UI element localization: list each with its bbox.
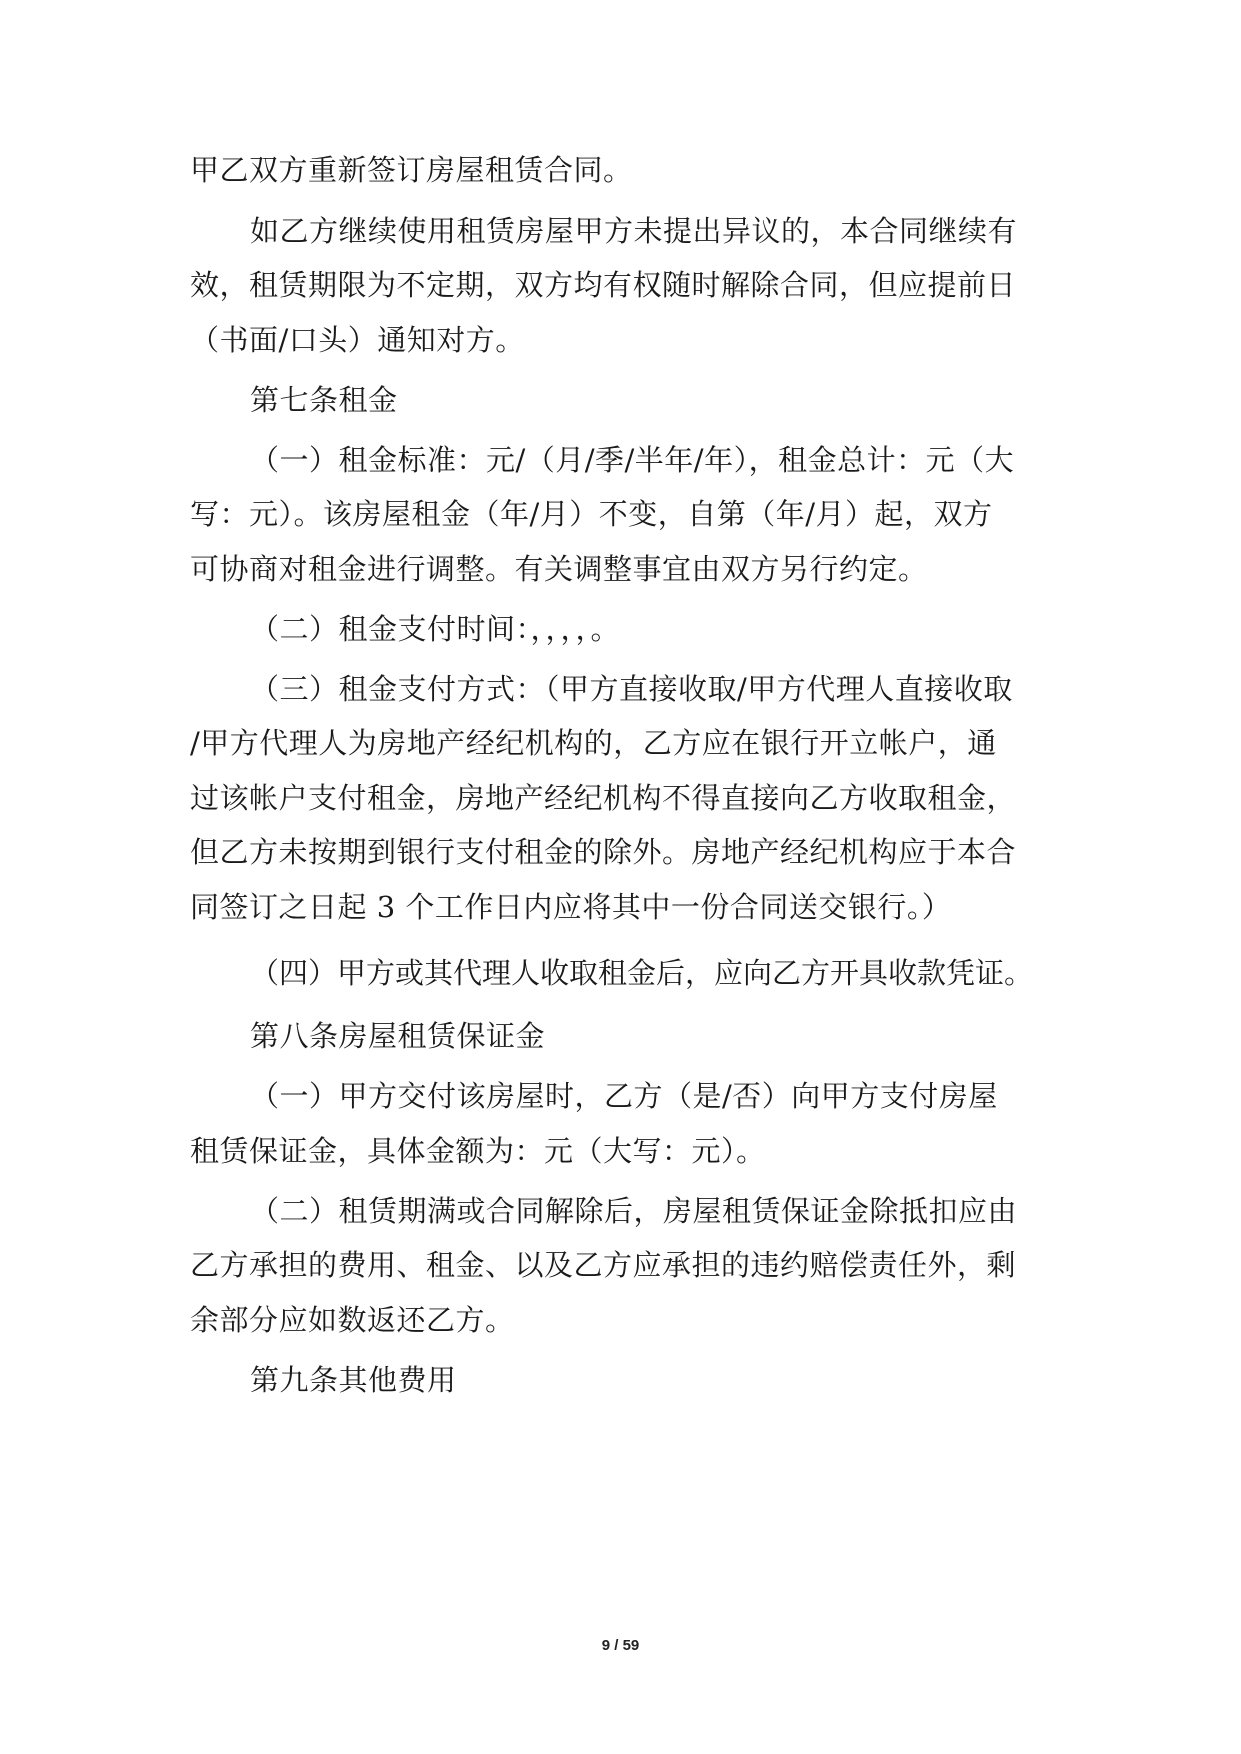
paragraph-line: 如乙方继续使用租赁房屋甲方未提出异议的，本合同继续有 — [250, 214, 1018, 248]
section-heading: 第八条房屋租赁保证金 — [250, 1019, 546, 1053]
paragraph-line: 可协商对租金进行调整。有关调整事宜由双方另行约定。 — [190, 552, 928, 586]
paragraph-line: 效，租赁期限为不定期，双方均有权随时解除合同，但应提前日 — [190, 268, 1017, 302]
paragraph-line: 但乙方未按期到银行支付租金的除外。房地产经纪机构应于本合 — [190, 835, 1017, 869]
page-number: 9 / 59 — [601, 1637, 640, 1654]
paragraph-line: （一）租金标准：元/（月/季/半年/年），租金总计：元（大 — [250, 443, 1015, 477]
paragraph-line: 乙方承担的费用、租金、以及乙方应承担的违约赔偿责任外，剩 — [190, 1248, 1017, 1282]
paragraph-line: （一）甲方交付该房屋时，乙方（是/否）向甲方支付房屋 — [250, 1079, 998, 1113]
paragraph-line: （书面/口头）通知对方。 — [190, 323, 525, 357]
paragraph-line: 余部分应如数返还乙方。 — [190, 1303, 515, 1337]
section-heading: 第七条租金 — [250, 383, 398, 417]
paragraph-line: 甲乙双方重新签订房屋租赁合同。 — [190, 153, 633, 187]
paragraph-line: 租赁保证金，具体金额为：元（大写：元）。 — [190, 1134, 766, 1168]
paragraph-line: （二）租金支付时间：，，，，。 — [250, 612, 621, 646]
paragraph-line: /甲方代理人为房地产经纪机构的，乙方应在银行开立帐户，通 — [190, 726, 997, 760]
paragraph-line: （二）租赁期满或合同解除后，房屋租赁保证金除抵扣应由 — [250, 1194, 1018, 1228]
paragraph-line: 写：元）。该房屋租金（年/月）不变，自第（年/月）起，双方 — [190, 497, 993, 531]
section-heading: 第九条其他费用 — [250, 1363, 457, 1397]
paragraph-line: 同签订之日起 3 个工作日内应将其中一份合同送交银行。） — [190, 890, 952, 924]
paragraph-line: （四）甲方或其代理人收取租金后，应向乙方开具收款凭证。 — [250, 956, 1034, 990]
paragraph-line: （三）租金支付方式：（甲方直接收取/甲方代理人直接收取 — [250, 672, 1013, 706]
paragraph-line: 过该帐户支付租金，房地产经纪机构不得直接向乙方收取租金， — [190, 781, 1017, 815]
